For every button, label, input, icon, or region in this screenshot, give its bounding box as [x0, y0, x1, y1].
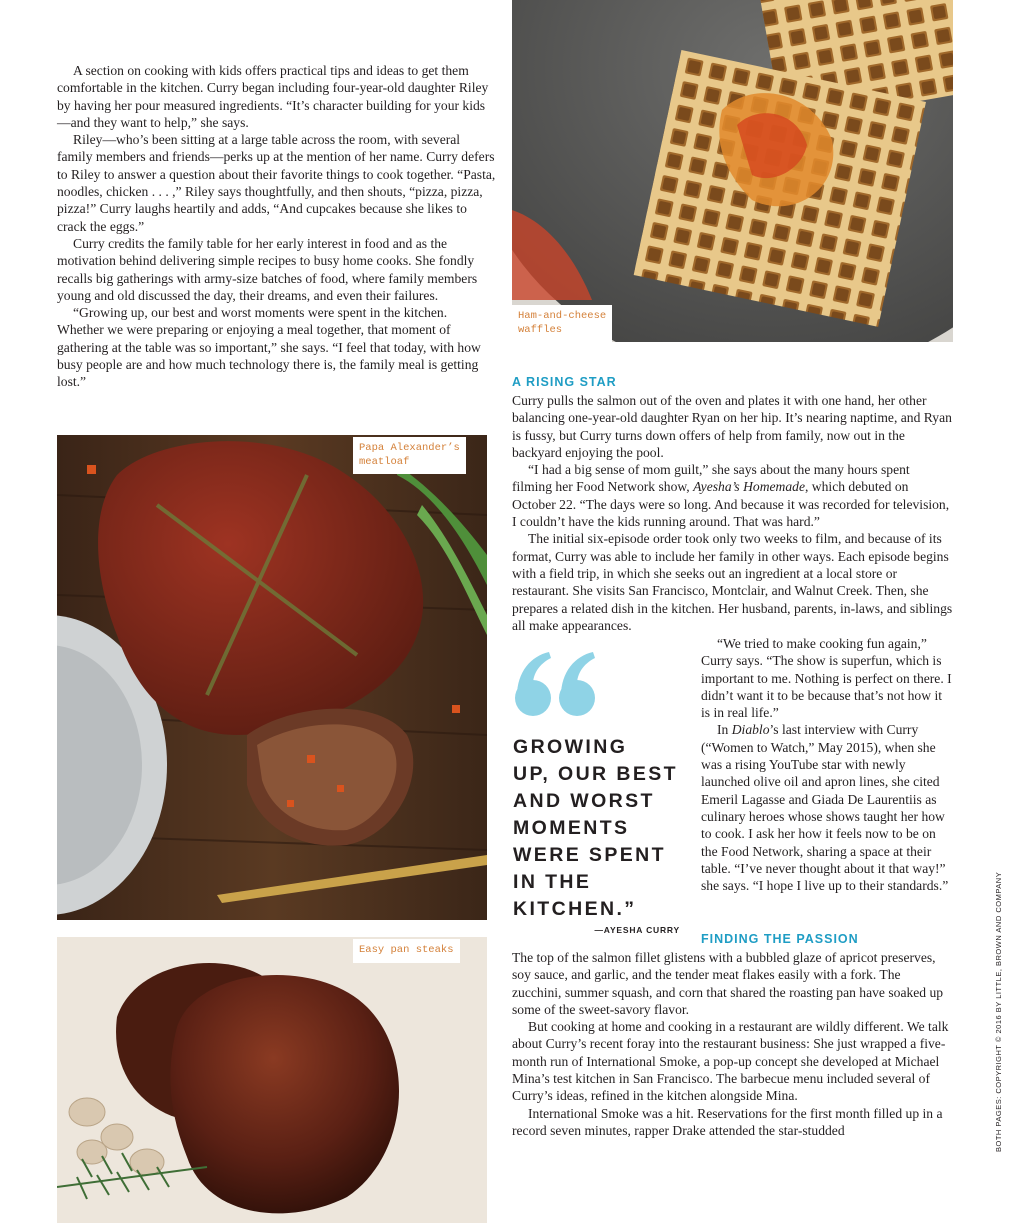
waffles-photo: [512, 0, 953, 342]
waffles-caption: Ham-and-cheese waffles: [512, 305, 612, 342]
wrap-paragraph-1: “We tried to make cooking fun again,” Curry says. “The show is superfun, which is important to me. Nothing is perfect on there. I didn’t want it to be because that’s not how it is in real life.”: [701, 636, 952, 721]
steaks-photo: [57, 937, 487, 1223]
steaks-caption: Easy pan steaks: [353, 939, 460, 963]
wrap-paragraph-2: [701, 721, 953, 894]
meatloaf-photo: [57, 435, 487, 920]
show-title: Ayesha’s Homemade: [693, 479, 805, 495]
left-paragraph-3: Curry credits the family table for her early interest in food and as the motivation behind delivering simple recipes to busy home cooks. She fondly recalls big gatherings with army-size batches of food, where family members young and old discussed the day, their dreams, and even their failures.: [57, 235, 478, 303]
magazine-name: Diablo: [731, 722, 770, 738]
quote-mark-icon: [513, 650, 603, 720]
pull-quote-attribution: —AYESHA CURRY: [594, 925, 680, 935]
passion-paragraph-3: International Smoke was a hit. Reservations for the first month filled up in a record seven minutes, rapper Drake attended the star-studded: [512, 1105, 943, 1138]
left-paragraph-4: “Growing up, our best and worst moments were spent in the kitchen. Whether we were preparing or enjoying a meal together, that moment of gathering at the table was so important,” she says. “I feel that today, with how busy people are and how much technology there is, the family meal is getting lost.”: [57, 305, 481, 390]
left-paragraph-1: A section on cooking with kids offers practical tips and ideas to get them comfortable in the kitchen. Curry began including four-year-old daughter Riley by having her pour measured ingredients. “It’s character building for your kids—and they want to help,” she says.: [57, 63, 489, 130]
rising-star-paragraph-3: The initial six-episode order took only two weeks to film, and because of its format, Curry was able to include her family in other ways. Each episode begins with a field trip, in which she seeks out an ingredient at a local store or restaurant. She visits San Francisco, Montclair, and Walnut Creek. Then, she prepares a related dish in the kitchen. Her husband, parents, in-laws, and siblings all make appearances.: [512, 531, 953, 633]
passion-text: [512, 949, 953, 1139]
passion-paragraph-1: The top of the salmon fillet glistens with a bubbled glaze of apricot preserves, soy sauce, and garlic, and the tender meat flakes easily with a fork. The zucchini, summer squash, and corn that shared the roasting pan have soaked up some of the sweet-savory flavor.: [512, 950, 944, 1017]
wrap-paragraph-2-rest: ’s last interview with Curry (“Women to Watch,” May 2015), when she was a rising YouTube star with newly launched olive oil and apron lines, she cited Emeril Lagasse and Giada De Laurentiis as culinary heroes whose shows taught her how to cook. I ask her how it feels now to be on the Food Network, sharing a space at their table. “I’ve never thought about it that way!” she says. “I hope I live up to their standards.”: [701, 722, 949, 894]
wrap-text-column: [701, 635, 953, 894]
heading-rising-star: A RISING STAR: [512, 375, 617, 389]
photo-credit: BOTH PAGES: COPYRIGHT © 2016 BY LITTLE, BROWN AND COMPANY: [994, 871, 1003, 1152]
meatloaf-caption: Papa Alexander’s meatloaf: [353, 437, 466, 474]
rising-star-text: [512, 392, 953, 634]
wrap-paragraph-2-start: In: [717, 722, 732, 738]
left-text-column: [57, 62, 497, 391]
rising-star-paragraph-1: Curry pulls the salmon out of the oven and plates it with one hand, her other balancing one-year-old daughter Ryan on her hip. It’s nearing naptime, and Ryan is fussy, but Curry turns down offers of help from family, now out in the backyard enjoying the pool.: [512, 393, 952, 460]
passion-paragraph-2: But cooking at home and cooking in a restaurant are wildly different. We talk about Curry’s recent foray into the restaurant business: She just wrapped a five-month run of International Smoke, a pop-up concept she developed at Michael Mina’s test kitchen in San Francisco. The barbecue menu included several of Curry’s ideas, refined in the kitchen alongside Mina.: [512, 1019, 949, 1104]
rising-star-paragraph-2-rest: , which debuted on October 22. “The days were so long. And because it was recorded for television, I couldn’t have the kids running around. That was hard.”: [512, 479, 950, 530]
rising-star-paragraph-2-text: “I had a big sense of mom guilt,” she says about the many hours spent filming her Food Network show,: [512, 462, 910, 495]
pull-quote-text: GROWING UP, OUR BEST AND WORST MOMENTS WERE SPENT IN THE KITCHEN.”: [513, 736, 678, 920]
heading-finding-passion: FINDING THE PASSION: [701, 932, 859, 946]
left-paragraph-2: Riley—who’s been sitting at a large table across the room, with several family members and friends—perks up at the mention of her name. Curry defers to Riley to answer a question about their favorite things to cook together. “Pasta, noodles, chicken . . . ,” Riley says thoughtfully, and then shouts, “pizza, pizza, pizza!” Curry laughs heartily and adds, “And cupcakes because she likes to crack the eggs.”: [57, 132, 496, 234]
pull-quote: [513, 650, 688, 935]
rising-star-paragraph-2: [512, 461, 953, 530]
